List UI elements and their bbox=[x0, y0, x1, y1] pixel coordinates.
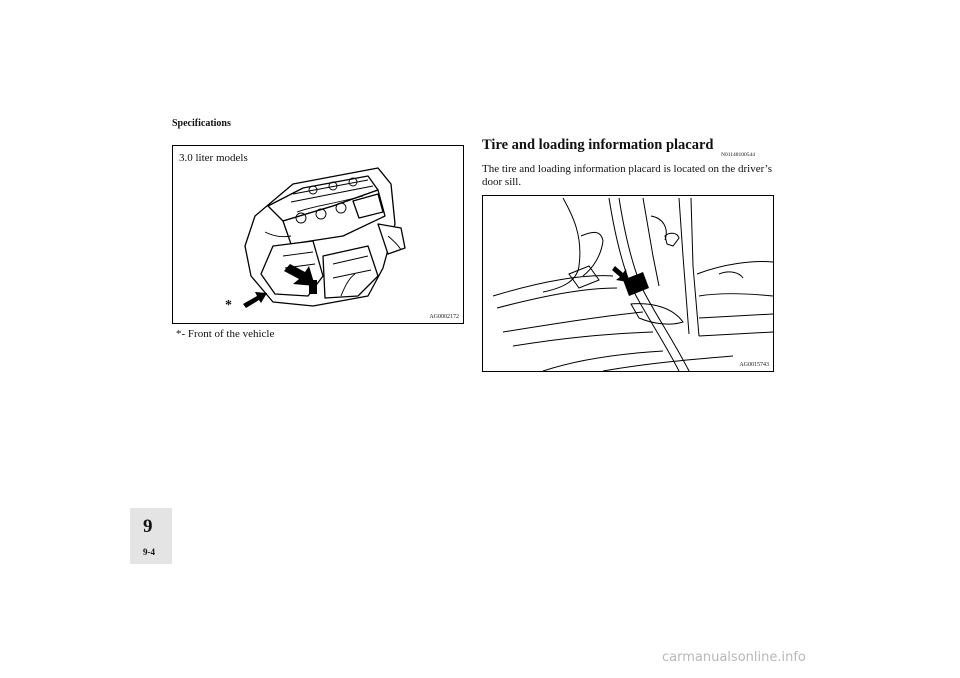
placard-pointer-arrow bbox=[612, 266, 628, 282]
figure-label: 3.0 liter models bbox=[179, 152, 248, 164]
page-header: Specifications bbox=[172, 118, 231, 129]
reference-code: N01148100544 bbox=[721, 152, 756, 158]
engine-illustration bbox=[173, 146, 463, 323]
body-paragraph: The tire and loading information placard is located on the driver’s door sill. bbox=[482, 163, 772, 188]
section-title: Tire and loading information placard bbox=[482, 137, 714, 153]
figure-caption: *- Front of the vehicle bbox=[176, 328, 275, 340]
watermark: carmanualsonline.info bbox=[662, 650, 806, 665]
engine-figure bbox=[172, 145, 464, 324]
door-sill-illustration bbox=[483, 196, 773, 371]
figure-code: AG0002172 bbox=[429, 314, 459, 320]
front-asterisk: * bbox=[225, 298, 232, 313]
chapter-number: 9 bbox=[143, 516, 153, 537]
page-number: 9-4 bbox=[143, 547, 155, 557]
door-sill-figure bbox=[482, 195, 774, 372]
front-direction-arrow bbox=[243, 292, 267, 308]
figure-code: AG0015743 bbox=[739, 362, 769, 368]
